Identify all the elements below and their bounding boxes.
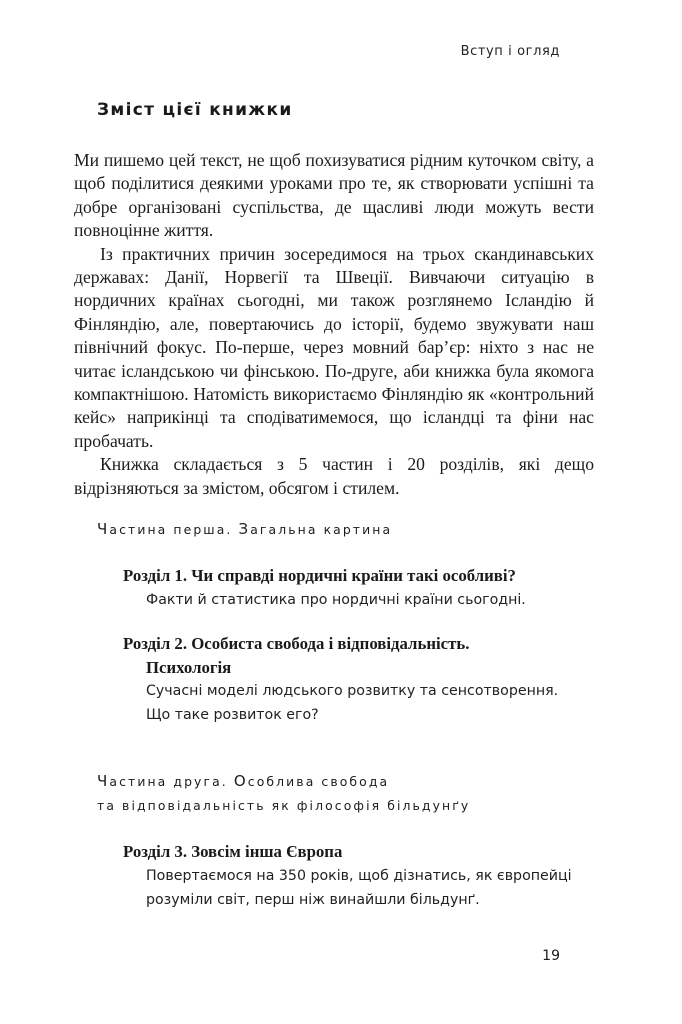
intro-paragraph-2: Із практичних причин зосередимося на трьох скандинавських державах: Данії, Норвегії та Швеції. Вивчаючи ситуацію в нордичних країнах сьогодні, ми також розглянемо Ісландію й Фінляндію, але, повертаючись до історії, будемо звужувати наш північний фокус. По-перше, через мовний бар’єр: ніхто з нас не читає ісландською чи фінською. По-друге, аби книжка була якомога компактнішою. Натомість використаємо Фінляндію як «контрольний кейс» наприкінці та сподіватимемося, що ісландці та фіни нас пробачать. (74, 243, 594, 451)
intro-paragraph-3: Книжка складається з 5 частин і 20 розділів, які дещо відрізняються за змістом, обсягом і стилем. (74, 454, 594, 498)
part-2-line-2: та відповідальність як філософія більдунґу (97, 798, 471, 813)
part-2-name-initial: О (233, 772, 248, 790)
part-2-initial: Ч (97, 772, 110, 790)
part-1-initial: Ч (97, 520, 110, 538)
page-number: 19 (542, 948, 560, 964)
chapter-3-desc-line-2: розуміли світ, перш ніж винайшли більдунґ. (146, 891, 480, 908)
part-title-2 (97, 769, 470, 818)
chapter-2-desc-line-1: Сучасні моделі людського розвитку та сенсотворення. (146, 683, 559, 699)
part-2-label: астина друга (109, 774, 222, 789)
intro-text (74, 149, 594, 500)
part-1-label: астина перша (109, 522, 227, 537)
chapter-2-desc-line-2: Що таке розвиток его? (146, 707, 319, 723)
chapter-2-title-line-1: Розділ 2. Особиста свобода і відповідальність. (123, 634, 470, 653)
part-1-name: агальна картина (250, 522, 393, 537)
chapter-3 (123, 840, 583, 912)
part-1-name-initial: З (238, 520, 251, 538)
chapter-1-desc-line-1: Факти й статистика про нордичні країни сьогодні. (146, 591, 526, 608)
chapter-1 (123, 564, 583, 612)
chapter-2-title-line-2: Психологія (146, 657, 232, 677)
part-title-1 (97, 517, 392, 542)
section-heading: Зміст цієї книжки (97, 100, 293, 120)
part-2-line-1 (97, 769, 470, 794)
chapter-2-title (123, 632, 583, 679)
chapter-3-title: Розділ 3. Зовсім інша Європа (123, 842, 343, 861)
part-1-separator: . (226, 522, 239, 537)
part-2-name: соблива свобода (247, 774, 390, 789)
intro-paragraph-1: Ми пишемо цей текст, не щоб похизуватися рідним куточком світу, а щоб поділитися деякими уроками про те, як створювати успішні та добре організовані суспільства, де щасливі люди можуть вести повноцінне життя. (74, 150, 594, 241)
chapter-1-title: Розділ 1. Чи справді нордичні країни такі особливі? (123, 566, 516, 585)
part-2-separator: . (221, 774, 234, 789)
running-header: Вступ і огляд (460, 44, 560, 59)
chapter-3-desc-line-1: Повертаємося на 350 років, щоб дізнатись, як європейці (146, 867, 572, 884)
chapter-2 (123, 632, 583, 727)
